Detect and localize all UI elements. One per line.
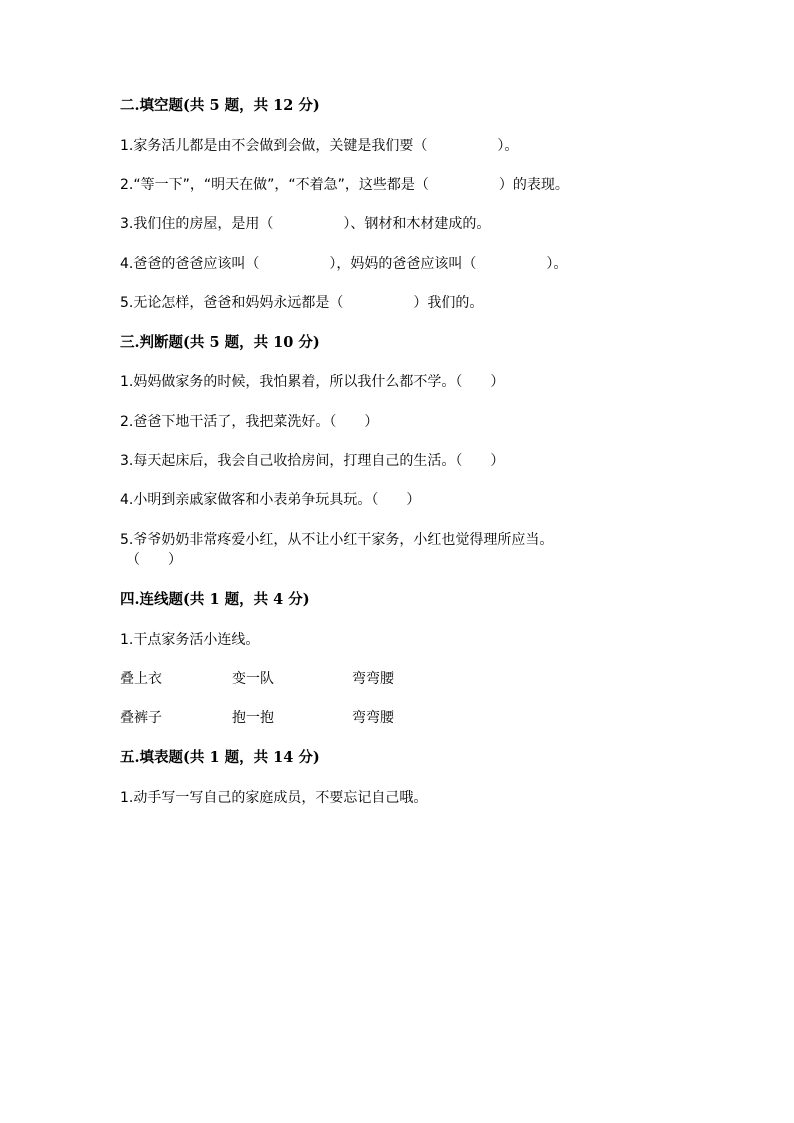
question-judge-3: 3.每天起床后，我会自己收拾房间，打理自己的生活。（ ） bbox=[120, 453, 505, 469]
question-judge-1: 1.妈妈做家务的时候，我怕累着，所以我什么都不学。（ ） bbox=[120, 374, 505, 390]
match-row-1-col-1: 叠上衣 bbox=[120, 671, 162, 687]
match-row-1-col-3: 弯弯腰 bbox=[352, 671, 394, 687]
question-judge-4: 4.小明到亲戚家做客和小表弟争玩具玩。（ ） bbox=[120, 492, 421, 508]
question-judge-5-bracket: （ ） bbox=[126, 552, 182, 568]
section-heading-matching: 四.连线题(共 1 题，共 4 分) bbox=[120, 591, 310, 608]
match-row-2-col-2: 抱一抱 bbox=[232, 710, 274, 726]
question-fill-5: 5.无论怎样，爸爸和妈妈永远都是（ ）我们的。 bbox=[120, 295, 484, 311]
question-match-1: 1.干点家务活小连线。 bbox=[120, 632, 260, 648]
question-table-1: 1.动手写一写自己的家庭成员，不要忘记自己哦。 bbox=[120, 790, 428, 806]
match-row-2-col-1: 叠裤子 bbox=[120, 710, 162, 726]
match-row-2-col-3: 弯弯腰 bbox=[352, 710, 394, 726]
question-fill-2: 2.“等一下”，“明天在做”，“不着急”，这些都是（ ）的表现。 bbox=[120, 177, 569, 193]
question-fill-4: 4.爸爸的爸爸应该叫（ ），妈妈的爸爸应该叫（ ）。 bbox=[120, 256, 568, 272]
match-row-1-col-2: 变一队 bbox=[232, 671, 274, 687]
section-heading-table: 五.填表题(共 1 题，共 14 分) bbox=[120, 749, 320, 766]
section-heading-fill-blank: 二.填空题(共 5 题，共 12 分) bbox=[120, 97, 320, 114]
question-fill-3: 3.我们住的房屋，是用（ ）、钢材和木材建成的。 bbox=[120, 216, 491, 232]
section-heading-true-false: 三.判断题(共 5 题，共 10 分) bbox=[120, 334, 320, 351]
question-judge-5: 5.爷爷奶奶非常疼爱小红，从不让小红干家务，小红也觉得理所应当。 bbox=[120, 532, 554, 548]
question-judge-2: 2.爸爸下地干活了，我把菜洗好。（ ） bbox=[120, 414, 379, 430]
question-fill-1: 1.家务活儿都是由不会做到会做，关键是我们要（ ）。 bbox=[120, 138, 519, 154]
